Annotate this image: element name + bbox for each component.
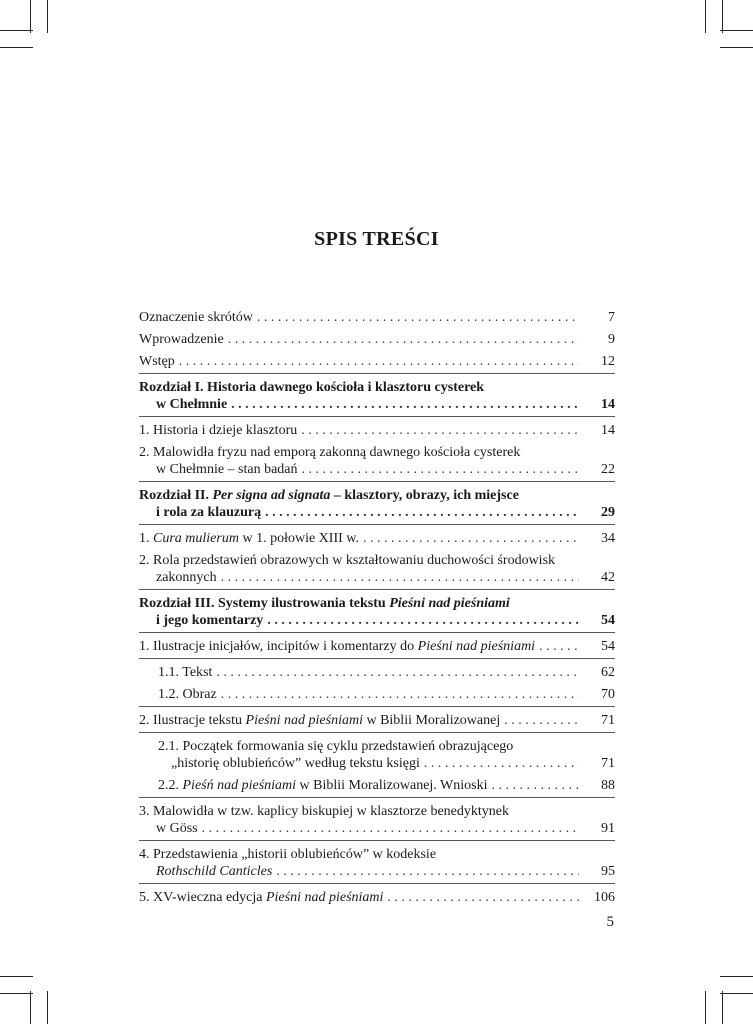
toc-entry[interactable]: Wprowadzenie . . . 9: [139, 331, 615, 348]
toc-entry[interactable]: 1.1. Tekst . . . 62: [139, 664, 615, 681]
crop-mark: [30, 0, 31, 33]
page-ref: 71: [601, 756, 615, 771]
crop-mark: [720, 30, 753, 31]
toc-entry[interactable]: 2. Malowidła fryzu nad emporą zakonną dawnego kościoła cysterek w Chełmnie – stan badań . . . 22: [139, 444, 615, 482]
page-ref: 54: [601, 613, 615, 628]
toc-entry[interactable]: 1.2. Obraz . . . 70: [139, 686, 615, 707]
page-ref: 29: [601, 505, 615, 520]
page-ref: 14: [601, 423, 615, 438]
crop-mark: [720, 976, 753, 977]
toc-entry[interactable]: 4. Przedstawienia „historii oblubieńców” w kodeksie Rothschild Canticles . . . 95: [139, 846, 615, 884]
crop-mark: [0, 976, 33, 977]
page-ref: 34: [601, 531, 615, 546]
crop-mark: [720, 47, 753, 48]
page-ref: 95: [601, 864, 615, 879]
crop-mark: [722, 991, 723, 1024]
crop-mark: [0, 47, 33, 48]
toc-entry[interactable]: 1. Ilustracje inicjałów, incipitów i komentarzy do Pieśni nad pieśniami . . . 54: [139, 638, 615, 659]
page-ref: 54: [601, 639, 615, 654]
toc-chapter[interactable]: Rozdział I. Historia dawnego kościoła i klasztoru cysterek w Chełmnie . . . 14: [139, 379, 615, 417]
toc-entry[interactable]: 1. Historia i dzieje klasztoru . . . 14: [139, 422, 615, 439]
page-ref: 7: [608, 310, 615, 325]
page-ref: 71: [601, 713, 615, 728]
toc-entry[interactable]: 2. Ilustracje tekstu Pieśni nad pieśniami w Biblii Moralizowanej . . . 71: [139, 712, 615, 733]
page-ref: 91: [601, 821, 615, 836]
page-ref: 88: [601, 778, 615, 793]
toc-entry[interactable]: 2. Rola przedstawień obrazowych w kształtowaniu duchowości środowisk zakonnych . . . 42: [139, 552, 615, 590]
crop-mark: [720, 993, 753, 994]
toc-entry[interactable]: 1. Cura mulierum w 1. połowie XIII w. . . . 34: [139, 530, 615, 547]
page-title: SPIS TREŚCI: [314, 228, 439, 250]
page-number: 5: [606, 914, 614, 930]
crop-mark: [47, 0, 48, 33]
toc-chapter[interactable]: Rozdział III. Systemy ilustrowania tekstu Pieśni nad pieśniami i jego komentarzy . . . 54: [139, 595, 615, 633]
toc-entry[interactable]: 2.2. Pieśń nad pieśniami w Biblii Moralizowanej. Wnioski . . . 88: [139, 777, 615, 798]
page-ref: 42: [601, 570, 615, 585]
crop-mark: [705, 0, 706, 33]
toc-entry[interactable]: 2.1. Początek formowania się cyklu przedstawień obrazującego „historię oblubieńców” według tekstu księgi . . . 71: [139, 738, 615, 772]
page-ref: 22: [601, 462, 615, 477]
page-ref: 62: [601, 665, 615, 680]
crop-mark: [30, 991, 31, 1024]
crop-mark: [0, 993, 33, 994]
toc-chapter[interactable]: Rozdział II. Per signa ad signata – klasztory, obrazy, ich miejsce i rola za klauzurą . . . 29: [139, 487, 615, 525]
toc-entry[interactable]: 3. Malowidła w tzw. kaplicy biskupiej w klasztorze benedyktynek w Göss . . . 91: [139, 803, 615, 841]
toc-entry[interactable]: 5. XV-wieczna edycja Pieśni nad pieśniami . . . 106: [139, 889, 615, 906]
table-of-contents: [139, 309, 615, 911]
toc-entry[interactable]: Oznaczenie skrótów . . . 7: [139, 309, 615, 326]
crop-mark: [47, 991, 48, 1024]
toc-entry[interactable]: Wstęp . . . 12: [139, 353, 615, 374]
crop-mark: [705, 991, 706, 1024]
crop-mark: [722, 0, 723, 33]
page-ref: 9: [608, 332, 615, 347]
page-ref: 14: [601, 397, 615, 412]
page-ref: 12: [601, 354, 615, 369]
crop-mark: [0, 30, 33, 31]
page-ref: 70: [601, 687, 615, 702]
page-ref: 106: [594, 890, 615, 905]
